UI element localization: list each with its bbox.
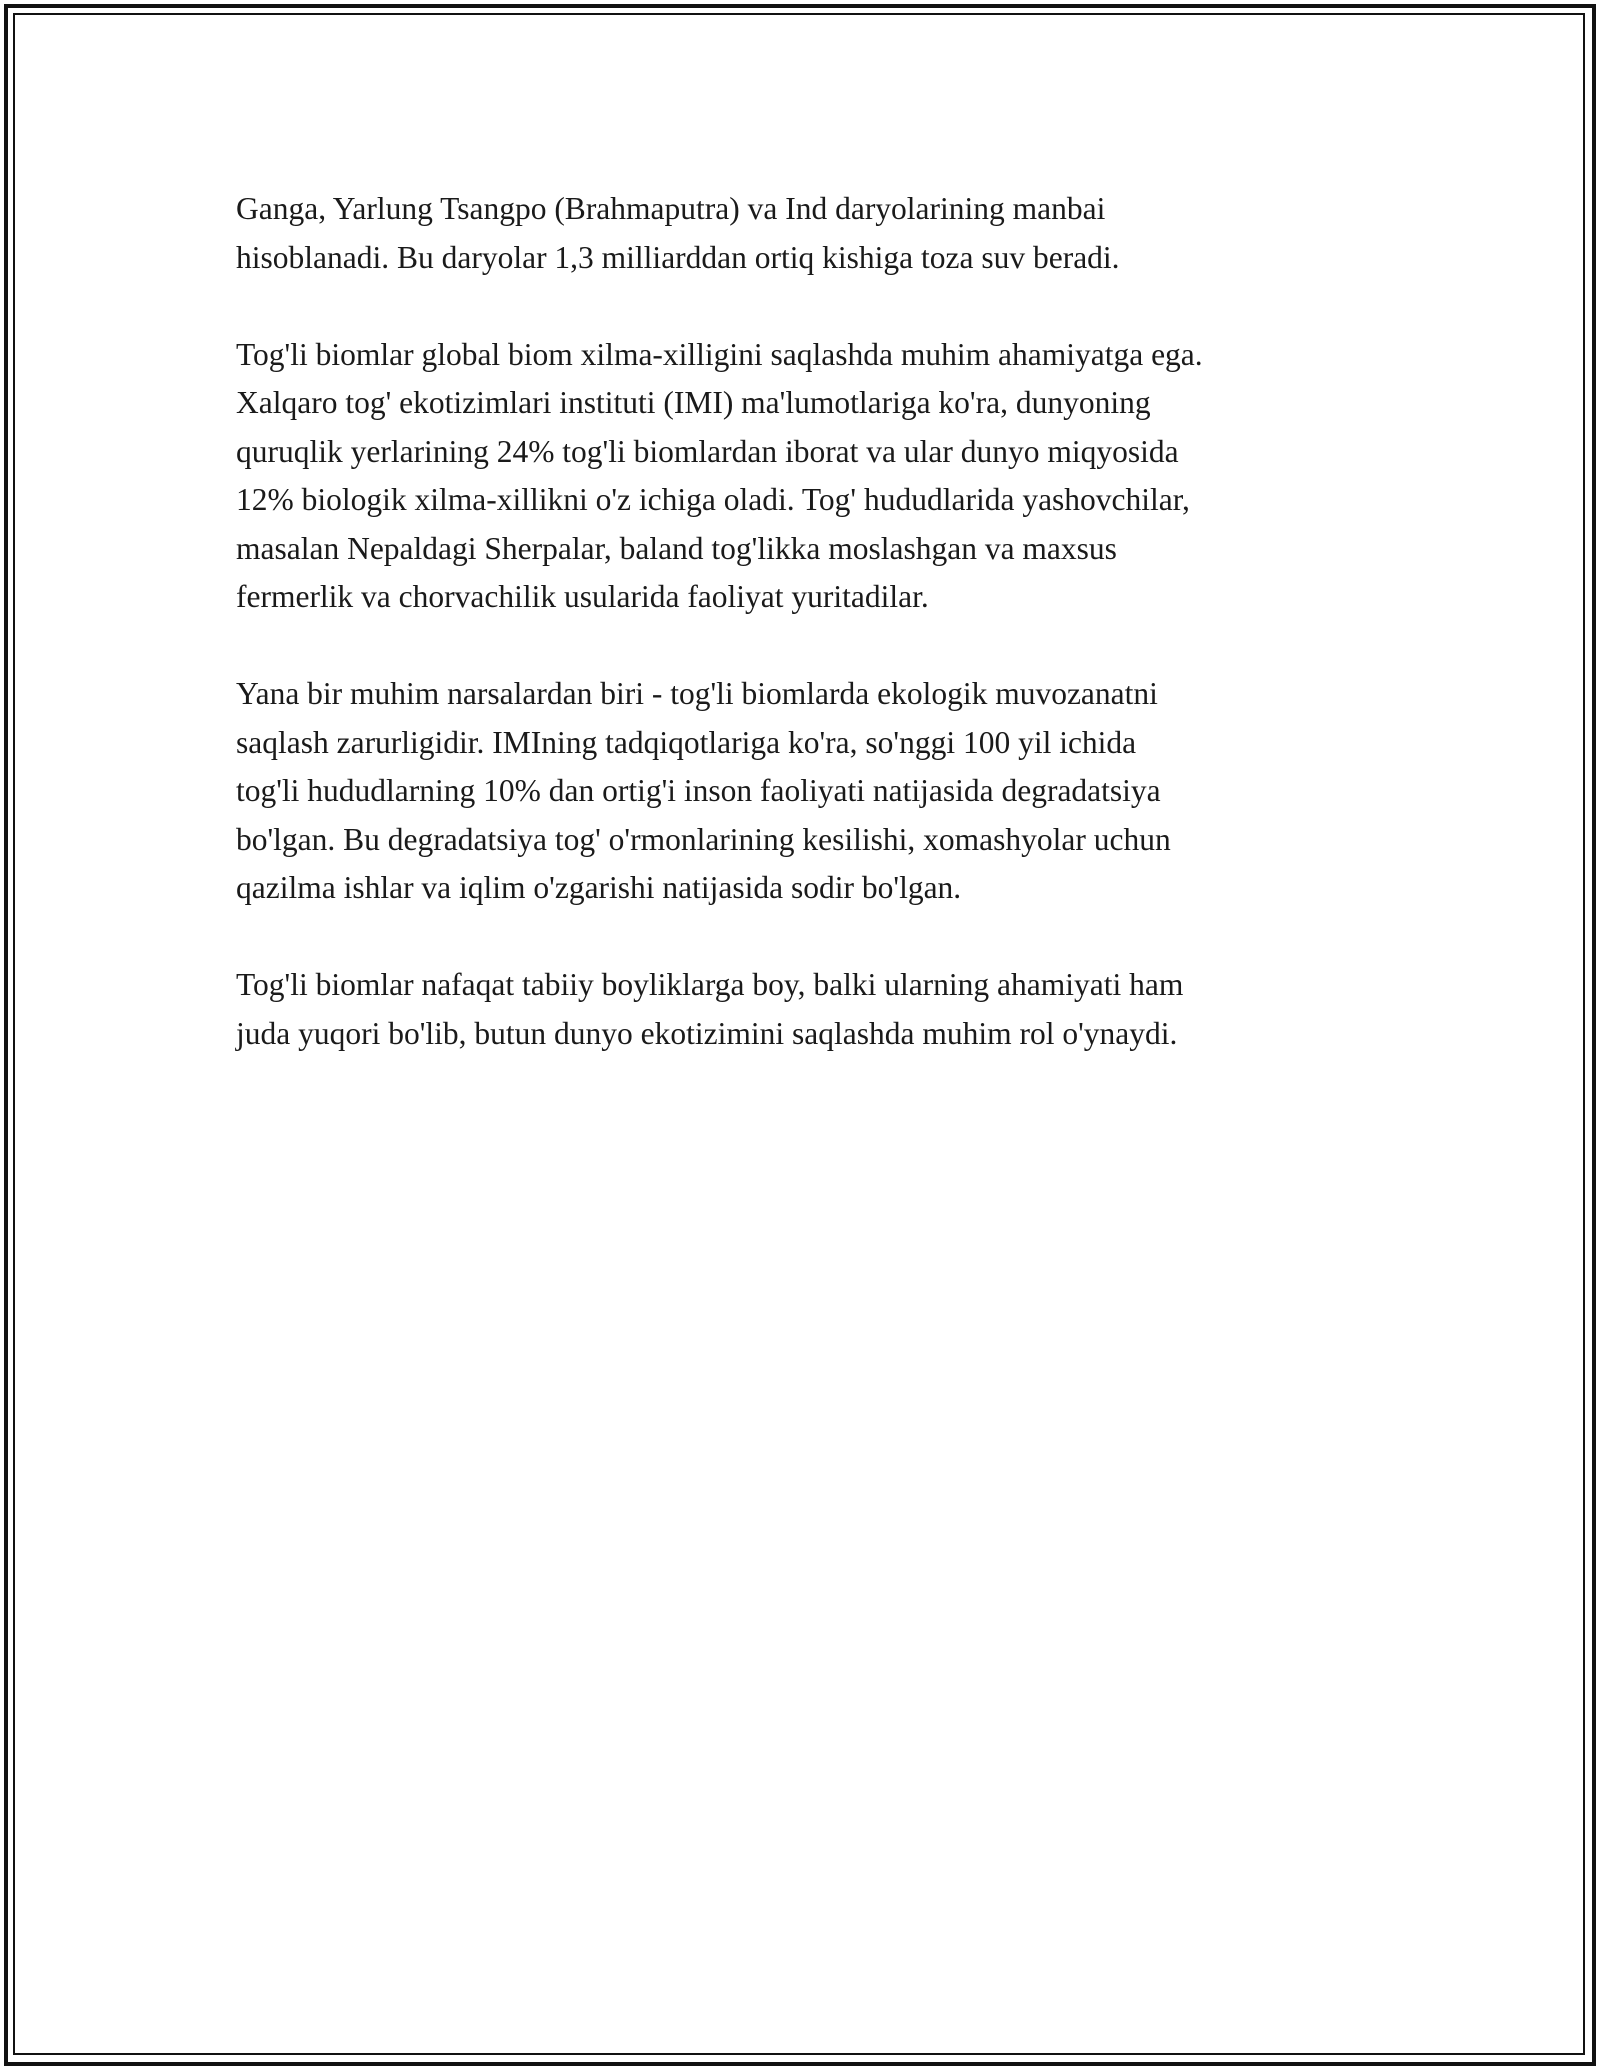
paragraph-conclusion: Tog'li biomlar nafaqat tabiiy boyliklarga boy, balki ularning ahamiyati ham juda yuqori bo'lib, butun dunyo ekotizimini saqlashda muhim rol o'ynaydi. <box>236 967 1184 1051</box>
paragraph-degradation: Yana bir muhim narsalardan biri - tog'li biomlarda ekologik muvozanatni saqlash zarurligidir. IMIning tadqiqotlariga ko'ra, so'nggi 100 yil ichida tog'li hududlarning 10% dan ortig'i inson faoliyati natijasida degradatsiya bo'lgan. Bu degradatsiya tog' o'rmonlarining kesilishi, xomashyolar uchun qazilma ishlar va iqlim o'zgarishi natijasida sodir bo'lgan. <box>236 676 1171 905</box>
document-body <box>236 185 1386 1107</box>
paragraph-rivers: Ganga, Yarlung Tsangpo (Brahmaputra) va Ind daryolarining manbai hisoblanadi. Bu daryolar 1,3 milliarddan ortiq kishiga toza suv beradi. <box>236 191 1120 275</box>
paragraph-biodiversity: Tog'li biomlar global biom xilma-xilligini saqlashda muhim ahamiyatga ega. Xalqaro tog' ekotizimlari instituti (IMI) ma'lumotlariga ko'ra, dunyoning quruqlik yerlarining 24% tog'li biomlardan iborat va ular dunyo miqyosida 12% biologik xilma-xillikni o'z ichiga oladi. Tog' hududlarida yashovchilar, masalan Nepaldagi Sherpalar, baland tog'likka moslashgan va maxsus fermerlik va chorvachilik usularida faoliyat yuritadilar. <box>236 336 1203 614</box>
